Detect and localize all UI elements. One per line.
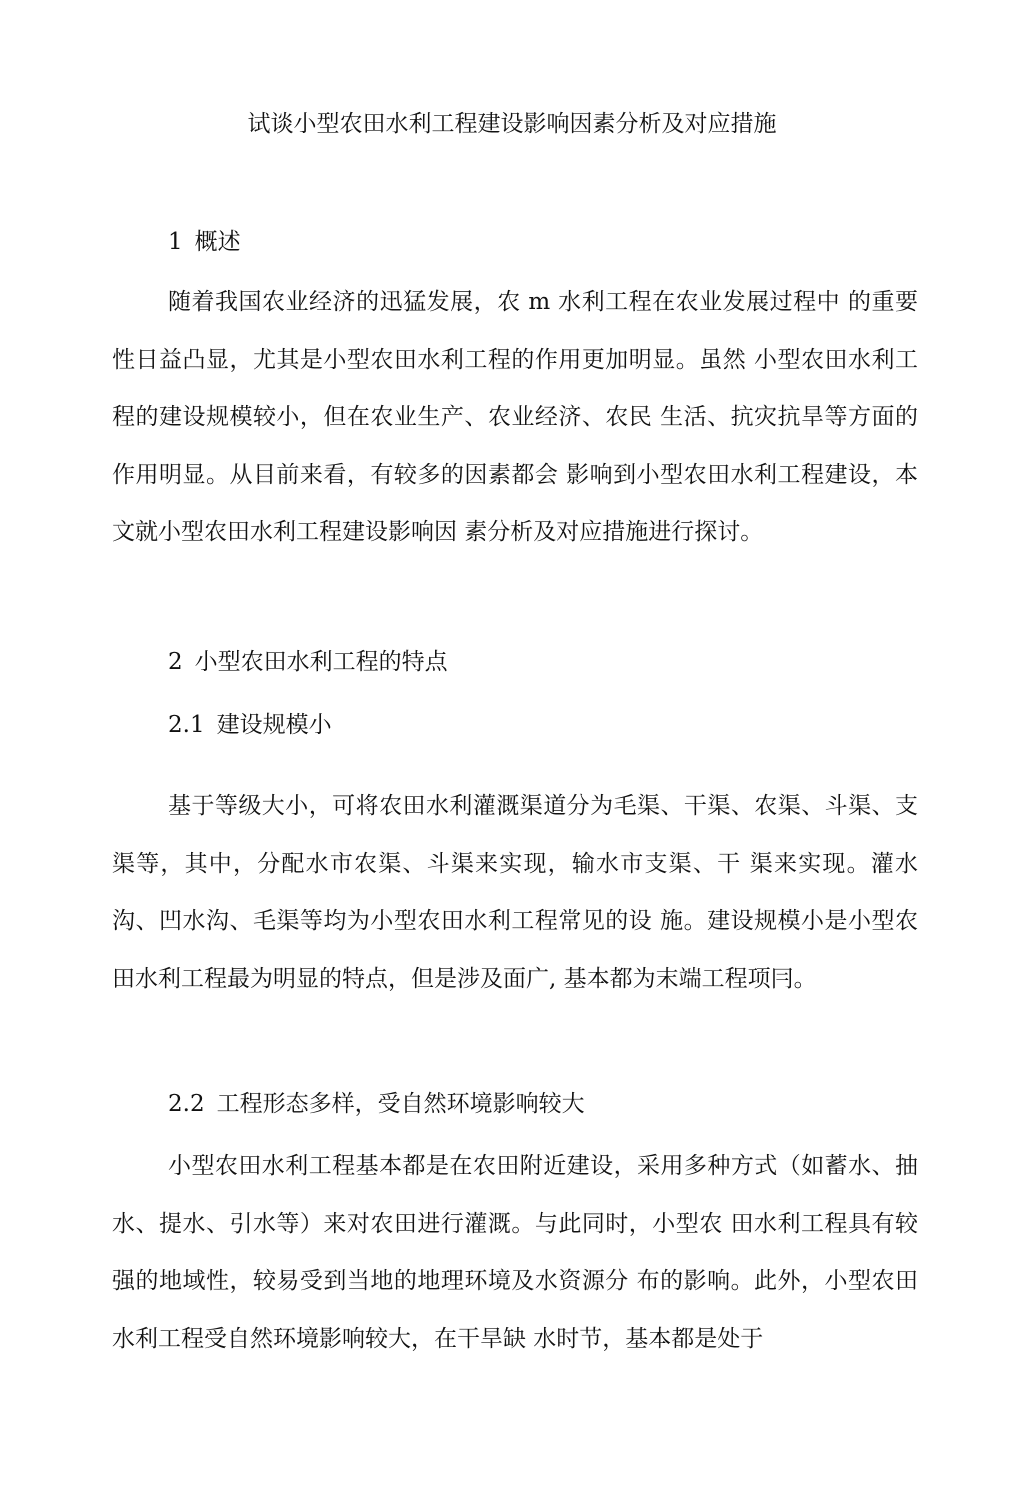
section-number: 2.1: [168, 712, 205, 738]
section-heading-2: [168, 642, 448, 682]
section-heading-text: 小型农田水利工程的特点: [194, 649, 448, 675]
document-title: 试谈小型农田水利工程建设影响因素分析及对应措施: [247, 111, 777, 137]
section-number: 2.2: [168, 1091, 205, 1117]
section-heading-text: 概述: [194, 229, 241, 255]
section-heading-1: [168, 222, 241, 262]
section-2-2-paragraph: 小型农田水利工程基本都是在农田附近建设，采用多种方式（如蓄水、抽水、提水、引水等）来对农田进行灌溉。与此同时，小型农 田水利工程具有较强的地域性，较易受到当地的地理环境及水资源分 布的影响。此外，小型农田水利工程受自然环境影响较大，在干旱缺 水时节，基本都是处于: [112, 1153, 918, 1352]
section-2-1-paragraph: 基于等级大小，可将农田水利灌溉渠道分为毛渠、干渠、农渠、斗渠、支渠等，其中，分配水市农渠、斗渠来实现，输水市支渠、干 渠来实现。灌水沟、凹水沟、毛渠等均为小型农田水利工程常见的设 施。建设规模小是小型农田水利工程最为明显的特点，但是涉及面广, 基本都为末端工程项冃。: [112, 793, 918, 992]
section-number: 2: [168, 649, 183, 675]
section-1-paragraph: 随着我国农业经济的迅猛发展，农 m 水利工程在农业发展过程中 的重要性日益凸显，尤其是小型农田水利工程的作用更加明显。虽然 小型农田水利工程的建设规模较小，但在农业生产、农业经济、农民 生活、抗灾抗旱等方面的作用明显。从目前来看，有较多的因素都会 影响到小型农田水利工程建设，本文就小型农田水利工程建设影响因 素分析及对应措施进行探讨。: [112, 289, 918, 545]
section-heading-2-2: [168, 1084, 585, 1124]
section-heading-text: 建设规模小: [216, 712, 332, 738]
section-heading-text: 工程形态多样，受自然环境影响较大: [216, 1091, 585, 1117]
section-heading-2-1: [168, 705, 332, 745]
section-number: 1: [168, 229, 183, 255]
